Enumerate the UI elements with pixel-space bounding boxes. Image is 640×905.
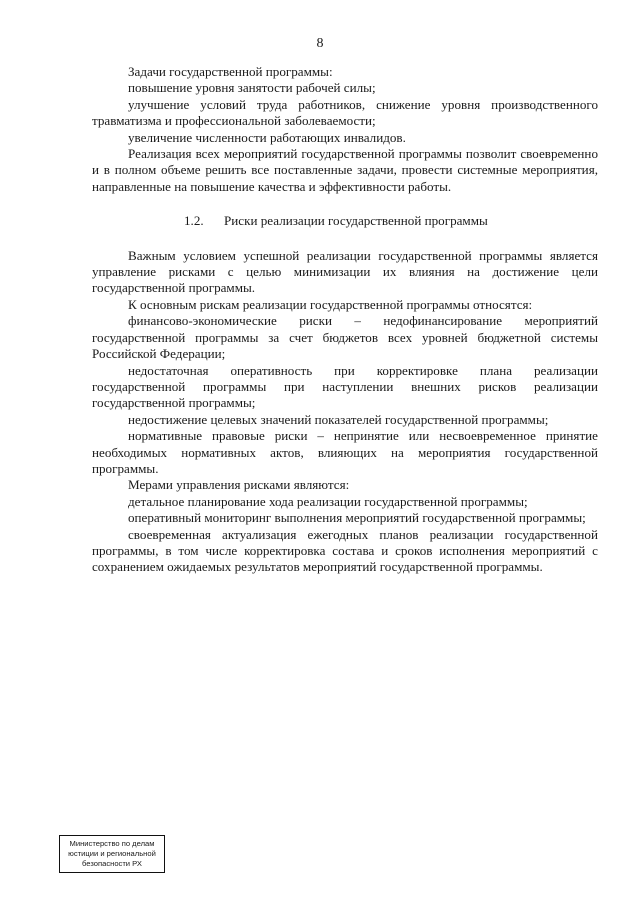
stamp-line-3: безопасности РХ	[82, 859, 142, 868]
paragraph-program-tasks: Задачи государственной программы:	[128, 64, 333, 79]
paragraph-risk-financial: финансово-экономические риски – недофинансирование мероприятий государственной программы за счет бюджетов всех уровней бюджетной системы Российской Федерации;	[92, 313, 598, 362]
paragraph-measure-monitoring: оперативный мониторинг выполнения мероприятий государственной программы;	[128, 510, 586, 526]
section-number: 1.2.	[184, 213, 204, 229]
paragraph-risk-legal: нормативные правовые риски – непринятие или несвоевременное принятие необходимых нормативных актов, влияющих на мероприятия государственной программы.	[92, 428, 598, 476]
paragraph-task-working-conditions: улучшение условий труда работников, снижение уровня производственного травматизма и профессиональной заболеваемости;	[92, 96, 598, 129]
document-body	[92, 64, 598, 576]
paragraph-risk-targets: недостижение целевых значений показателей государственной программы;	[128, 411, 549, 427]
section-heading	[92, 213, 598, 229]
paragraph-task-disabled-workers: увеличение численности работающих инвалидов.	[128, 129, 406, 145]
paragraph-risk-management: Важным условием успешной реализации государственной программы является управление рисками с целью минимизации их влияния на достижение цели государственной программы.	[92, 247, 598, 296]
paragraph-risk-efficiency: недостаточная оперативность при корректировке плана реализации государственной программы при наступлении внешних рисков реализации государственной программы;	[92, 362, 598, 411]
stamp-line-1: Министерство по делам	[69, 839, 155, 848]
page-number: 8	[316, 36, 324, 51]
stamp-line-2: юстиции и региональной	[68, 849, 156, 858]
paragraph-measures-intro: Мерами управления рисками являются:	[128, 477, 350, 493]
ministry-stamp	[59, 835, 165, 873]
paragraph-implementation: Реализация всех мероприятий государственной программы позволит своевременно и в полном объеме решить все поставленные задачи, провести системные мероприятия, направленные на повышение качества и эффективности работы.	[92, 146, 598, 194]
paragraph-measure-planning: детальное планирование хода реализации государственной программы;	[128, 493, 528, 509]
paragraph-main-risks: К основным рискам реализации государственной программы относятся:	[128, 296, 533, 312]
section-title: Риски реализации государственной программы	[224, 213, 488, 229]
paragraph-task-employment: повышение уровня занятости рабочей силы;	[128, 80, 376, 96]
paragraph-measure-updating: своевременная актуализация ежегодных планов реализации государственной программы, в том числе корректировка состава и сроков исполнения мероприятий с сохранением ожидаемых результатов мероприятий государственной программы.	[92, 526, 598, 575]
